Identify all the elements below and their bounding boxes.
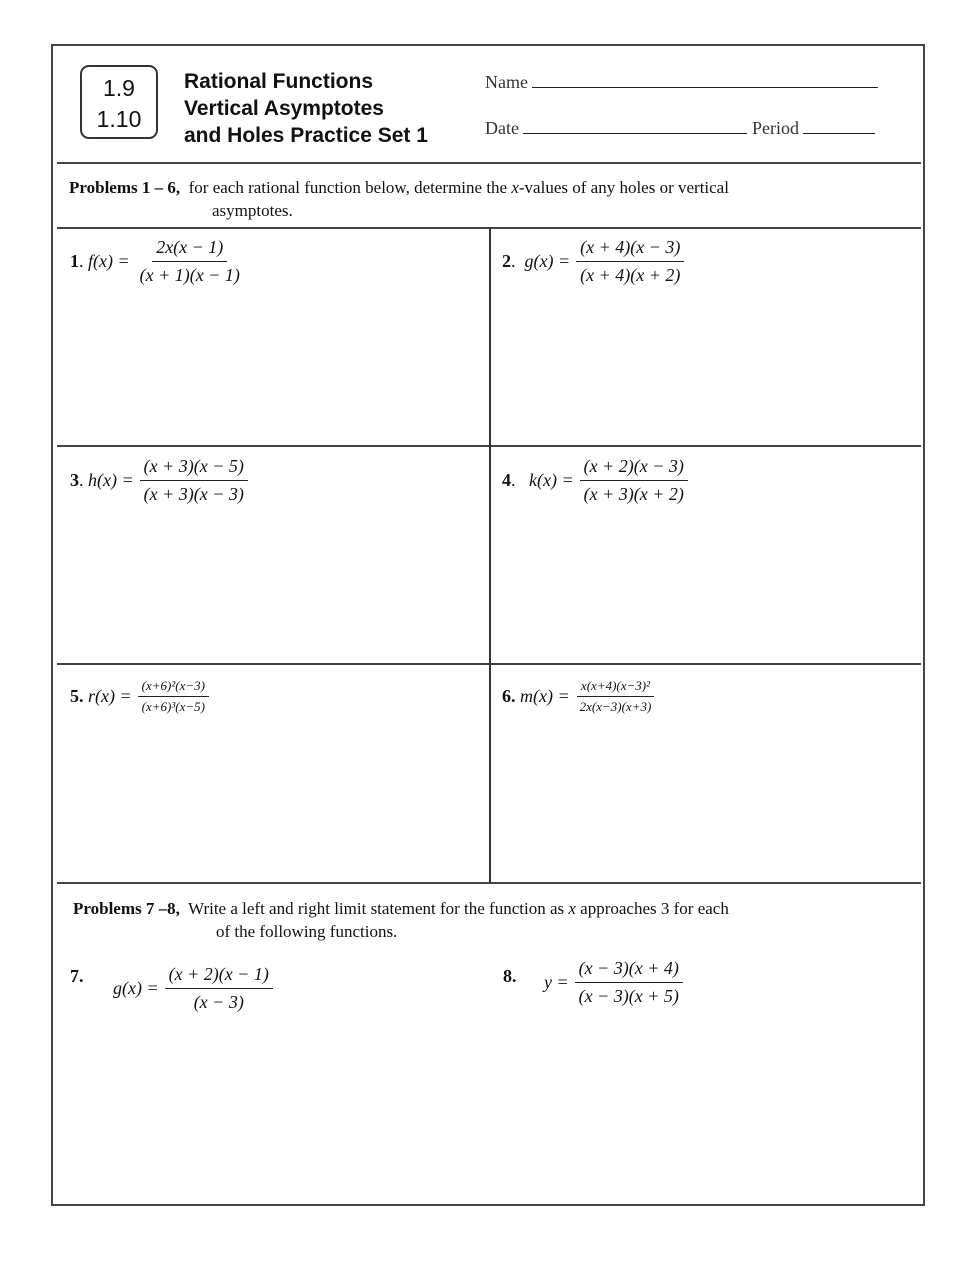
problem-5: 5 . r(x) = $\frac{\text{(x+6)²(x−3)}}{\text{(x+6)³(x−5)}}$ — [70, 678, 209, 715]
title-line-2: Vertical Asymptotes — [184, 97, 384, 120]
problem-7-fraction — [165, 964, 273, 1013]
problem-8-number: 8. — [503, 966, 517, 986]
problem-1-fraction — [136, 237, 244, 286]
problem-5-numerator: (x+6)²(x−3) — [138, 678, 209, 697]
section1-text: for each rational function below, determine the — [188, 178, 508, 197]
worksheet-title — [184, 68, 428, 149]
date-label: Date — [485, 118, 519, 138]
problem-8-numerator: (x − 3)(x + 4) — [575, 958, 683, 983]
problem-1: 1 . f(x) = $\frac{2x(x - 1)}{(x + 1)(x - 1)}$ — [70, 237, 244, 286]
problem-8-denominator: (x − 3)(x + 5) — [578, 986, 679, 1006]
problem-4: 4 . k(x) = $\frac{(x + 2)(x - 3)}{(x + 3)(x + 2)}$ — [502, 456, 688, 505]
worksheet-page — [51, 44, 925, 1206]
problem-4-numerator: (x + 2)(x − 3) — [580, 456, 688, 481]
section2-text3: of the following functions. — [216, 922, 398, 941]
problem-2-fraction — [576, 237, 684, 286]
title-line-1: Rational Functions — [184, 70, 373, 93]
section1-var: x — [511, 178, 519, 197]
problem-5-denominator: (x+6)³(x−5) — [141, 699, 205, 714]
section-badge — [80, 65, 158, 139]
problem-1-lhs: f(x) = — [88, 251, 130, 271]
problem-1-numerator: 2x(x − 1) — [152, 237, 227, 262]
problem-6-lhs: m(x) = — [520, 686, 570, 706]
section2-var: x — [568, 899, 576, 918]
name-row — [485, 72, 878, 93]
problem-2-lhs: g(x) = — [524, 251, 571, 271]
name-blank[interactable] — [532, 87, 878, 88]
badge-line-2: 1.10 — [96, 106, 142, 132]
problem-8-fraction — [575, 958, 683, 1007]
problem-6: 6 . m(x) = $\frac{\text{x(x+4)(x−3)²}}{2x(x-3)(x+3)}$ — [502, 678, 655, 715]
section1-instructions — [69, 176, 899, 222]
problem-6-fraction — [576, 678, 656, 715]
problem-5-number: 5 — [70, 686, 79, 706]
problem-5-lhs: r(x) = — [88, 686, 132, 706]
section1-bold: Problems 1 – 6, — [69, 178, 181, 197]
section2-instructions — [73, 897, 903, 943]
problem-8 — [544, 958, 683, 1007]
problem-5-fraction — [138, 678, 209, 715]
problem-3-fraction — [140, 456, 248, 505]
problem-1-denominator: (x + 1)(x − 1) — [139, 265, 240, 285]
header-divider — [57, 162, 921, 164]
grid-vertical-line — [489, 227, 491, 883]
problem-1-number: 1 — [70, 251, 79, 271]
section2-text2: approaches 3 for each — [580, 899, 729, 918]
section1-text2: -values of any holes or vertical — [518, 178, 729, 197]
date-blank[interactable] — [523, 133, 747, 134]
problem-2-number: 2 — [502, 251, 511, 271]
period-blank[interactable] — [803, 133, 875, 134]
problem-7-number: 7. — [70, 966, 84, 986]
section1-text3: asymptotes. — [212, 201, 293, 220]
problem-7 — [113, 964, 273, 1013]
problem-3-numerator: (x + 3)(x − 5) — [140, 456, 248, 481]
title-line-3: and Holes Practice Set 1 — [184, 124, 428, 147]
problem-3-lhs: h(x) = — [88, 470, 134, 490]
problem-6-number: 6 — [502, 686, 511, 706]
problem-4-number: 4 — [502, 470, 511, 490]
problem-7-lhs: g(x) = — [113, 978, 159, 998]
badge-line-1: 1.9 — [103, 75, 135, 101]
problem-3-number: 3 — [70, 470, 79, 490]
problem-6-numerator: x(x+4)(x−3)² — [577, 678, 654, 697]
problem-3-denominator: (x + 3)(x − 3) — [143, 484, 244, 504]
problem-7-numerator: (x + 2)(x − 1) — [165, 964, 273, 989]
section2-text: Write a left and right limit statement for the function as — [188, 899, 565, 918]
problem-2-denominator: (x + 4)(x + 2) — [580, 265, 681, 285]
name-label: Name — [485, 72, 528, 92]
problem-4-denominator: (x + 3)(x + 2) — [583, 484, 684, 504]
problem-4-lhs: k(x) = — [529, 470, 574, 490]
period-label: Period — [751, 118, 799, 138]
problem-4-fraction — [580, 456, 688, 505]
problem-3: 3 . h(x) = $\frac{(x + 3)(x - 5)}{(x + 3)(x - 3)}$ — [70, 456, 248, 505]
date-period-row — [485, 118, 875, 139]
problem-6-denominator: 2x(x−3)(x+3) — [579, 699, 652, 714]
problem-2: 2 . g(x) = $\frac{(x + 4)(x - 3)}{(x + 4)(x + 2)}$ — [502, 237, 684, 286]
section2-bold: Problems 7 –8, — [73, 899, 180, 918]
problem-8-lhs: y = — [544, 972, 569, 992]
problem-7-denominator: (x − 3) — [193, 992, 244, 1012]
problem-2-numerator: (x + 4)(x − 3) — [576, 237, 684, 262]
